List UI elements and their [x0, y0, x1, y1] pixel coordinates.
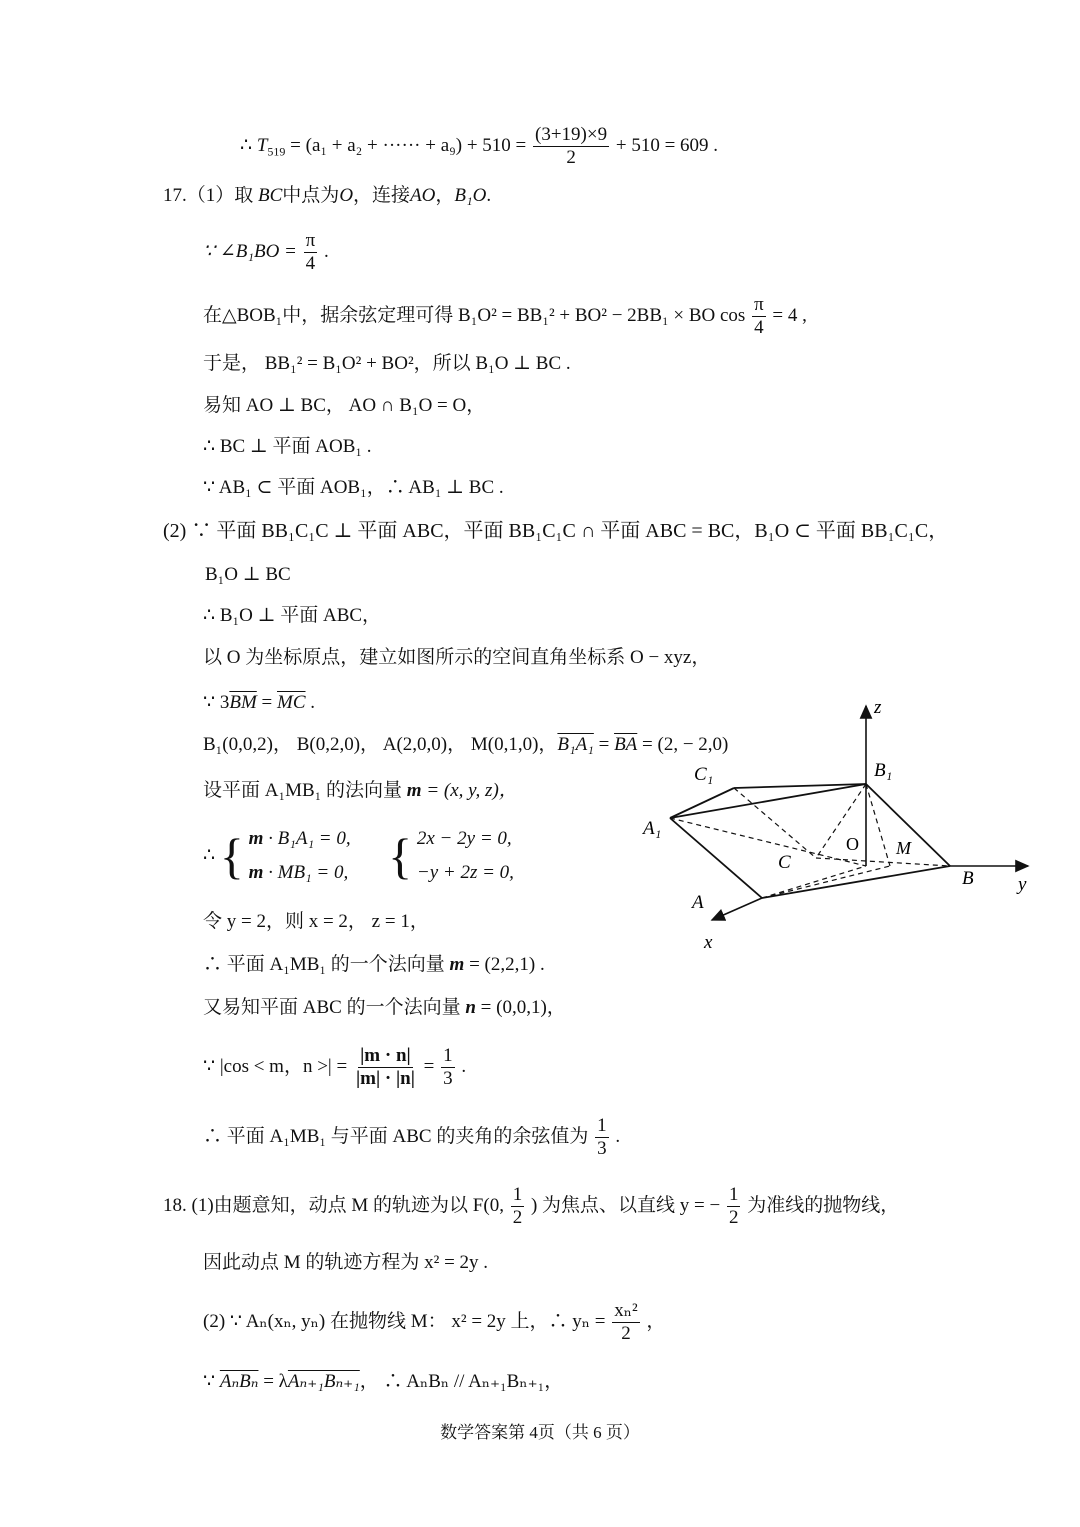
line-t519: ∴ $T_{519} = (a_1 + a_2$ + ······ + a₉) + 510 = $\frac{(3+19)\times 9}{2}$ + 510 = 609 . [240, 124, 719, 168]
label-b1: B₁ [874, 760, 893, 781]
label-c: C [778, 852, 791, 873]
line-vector-relation: ∵ $3\overline{BM} = \overline{MC}$ . [203, 692, 315, 713]
fraction: $\frac{\text{xₙ²}}{2}$ [614, 1300, 638, 1344]
x-axis [712, 898, 762, 920]
line-points: B₁(0,0,2)， B(0,2,0)， A(2,0,0)， M(0,1,0)，$B_1A_1 = \overline{BA} = (2$, − 2,0) [203, 734, 729, 755]
fraction: $\frac{1}{2}$ [728, 1184, 739, 1228]
line-angle: ∵ ∠B₁BO = $\frac{\pi}{4}$ . [203, 230, 329, 274]
label-m: M [896, 838, 911, 858]
label-c1: C₁ [694, 764, 714, 785]
q17-part1: 17.（1）取 BC中点为O，连接AO，B₁O. [163, 185, 492, 206]
line-cosine-law: 在△BOB₁中，据余弦定理可得 B₁O² = BB₁² + BO² − 2BB₁ × BO cos $\frac{\pi}{4}$ = 4 , [203, 294, 807, 338]
line-normal-n: 又易知平面 ABC 的一个法向量 n = (0,0,1)， [203, 997, 566, 1018]
fraction: $\frac{1}{3}$ [443, 1045, 453, 1089]
line-trajectory: 因此动点 M 的轨迹方程为 x² = 2y . [203, 1252, 489, 1273]
line-bc-plane: ∴ BC ⊥ 平面 AOB₁ . [203, 436, 372, 457]
line-easy: 易知 AO ⊥ BC， AO ∩ B₁O = O， [203, 395, 486, 416]
label-z: z [874, 697, 882, 718]
fraction: $\frac{1}{2}$ [512, 1184, 523, 1228]
line-perp: 于是， BB₁² = B₁O² + BO²，所以 B₁O ⊥ BC . [203, 353, 571, 374]
label-a1: A₁ [643, 818, 662, 839]
line-normal-m: ∴ 平面 A₁MB₁ 的一个法向量 m = (2,2,1) . [203, 954, 545, 975]
page-footer: 数学答案第 4页（共 6 页） [440, 1423, 640, 1442]
fraction: $\frac{(3+19)\times 9}{2}$ [535, 124, 608, 168]
label-o: O [846, 834, 859, 854]
fraction: $\frac{\pi}{4}$ [754, 294, 764, 338]
line-cos-result: ∴ 平面 A₁MB₁ 与平面 ABC 的夹角的余弦值为 $\frac{1}{3}$ . [203, 1115, 621, 1159]
q18-part2: (2) ∵ Aₙ(xₙ, yₙ) 在抛物线 M： x² = 2y 上，∴ yₙ = $\frac{\text{xₙ²}}{2}$ ， [203, 1300, 666, 1344]
line-let-y: 令 y = 2，则 x = 2， z = 1， [203, 911, 429, 932]
label-x: x [704, 932, 713, 953]
line-ab1-perp: ∵ AB₁ ⊂ 平面 AOB₁，∴ AB₁ ⊥ BC . [203, 477, 504, 498]
fraction: $\frac{|m \cdot n|}{|m| \cdot |n|}$ [355, 1045, 415, 1089]
q17-part2: (2) ∵ 平面 BB₁C₁C ⊥ 平面 ABC，平面 BB₁C₁C ∩ 平面 ABC = BC，B₁O ⊂ 平面 BB₁C₁C， [163, 520, 949, 542]
label-y: y [1018, 874, 1027, 895]
fraction: $\frac{1}{3}$ [597, 1115, 607, 1159]
line-cos: ∵ |cos < m，n >| = $\frac{|m \cdot n|}{|m| \cdot |n|}$ = $\frac{1}{3}$ . [203, 1045, 467, 1089]
fraction: $\frac{\pi}{4}$ [305, 230, 316, 274]
label-a: A [692, 892, 704, 913]
line-normal-def: 设平面 A₁MB₁ 的法向量 m = (x, y, z)， [203, 780, 518, 801]
equation-system: ∴ { m · B₁A₁ = 0, m · MB₁ = 0, { 2x − 2y = 0, −y + 2z = 0, [203, 828, 514, 884]
line-b1o-bc: B₁O ⊥ BC [205, 564, 291, 585]
label-b: B [962, 868, 974, 889]
q18-part1: 18. (1)由题意知，动点 M 的轨迹为以 F(0, $\frac{1}{2}$ ) 为焦点、以直线 y = − $\frac{1}{2}$ 为准线的抛物线， [163, 1184, 900, 1228]
line-b1o-plane: ∴ B₁O ⊥ 平面 ABC， [203, 605, 382, 626]
line-parallel: ∵ AₙBₙ = λAₙ₊₁Bₙ₊₁， ∴ AₙBₙ // Aₙ₊₁Bₙ₊₁， [203, 1371, 564, 1392]
line-coordinate: 以 O 为坐标原点，建立如图所示的空间直角坐标系 O − xyz， [203, 647, 711, 668]
